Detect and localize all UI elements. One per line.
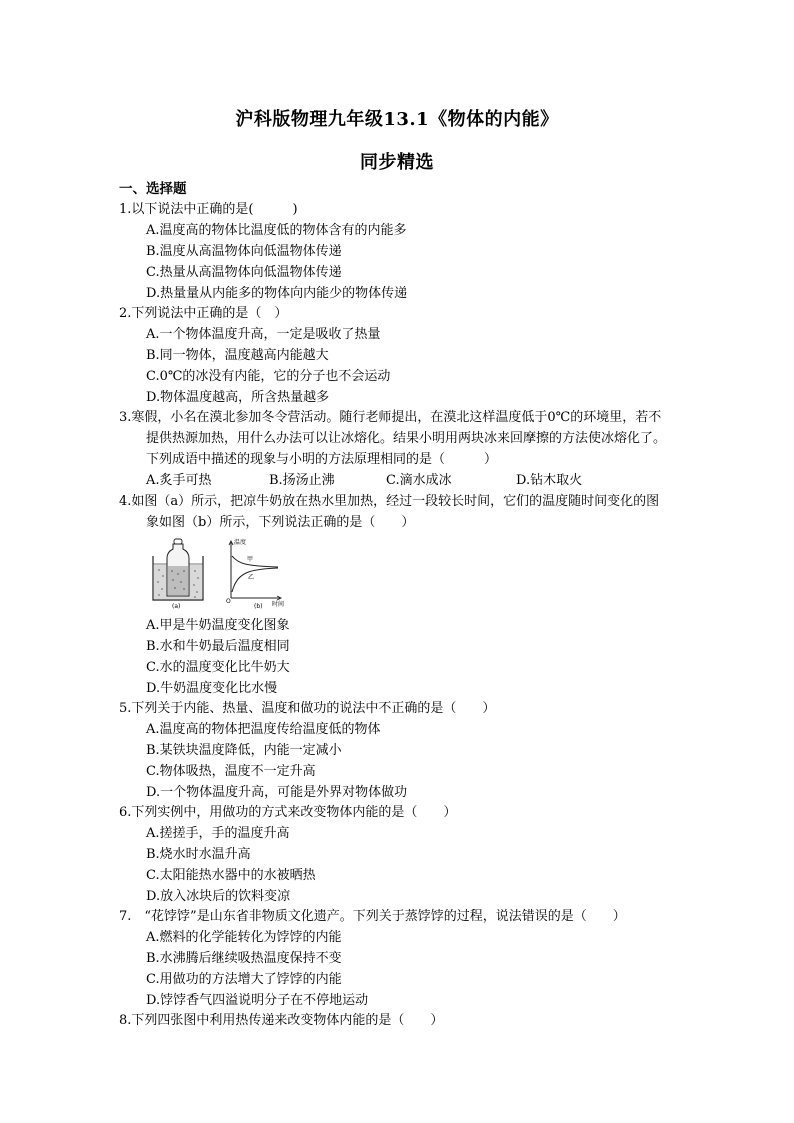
section-heading: 一、选择题	[119, 181, 187, 197]
question-2-stem: 2.下列说法中正确的是（ ）	[119, 306, 288, 321]
document-subtitle: 同步精选	[360, 152, 434, 173]
beaker-diagram	[153, 539, 203, 610]
question-5-option-d: D.一个物体温度升高，可能是外界对物体做功	[146, 785, 408, 800]
question-1-stem: 1.以下说法中正确的是( )	[119, 202, 298, 217]
question-3-stem-line-3: 下列成语中描述的现象与小明的方法原理相同的是（ ）	[146, 452, 498, 467]
question-4-option-d: D.牛奶温度变化比水慢	[146, 681, 278, 696]
question-4-option-b: B.水和牛奶最后温度相同	[146, 639, 290, 654]
document-title: 沪科版物理九年级13.1《物体的内能》	[235, 109, 559, 130]
question-5-stem: 5.下列关于内能、热量、温度和做功的说法中不正确的是（ ）	[119, 701, 496, 716]
question-1-option-a: A.温度高的物体比温度低的物体含有的内能多	[146, 223, 407, 238]
question-6-stem: 6.下列实例中，用做功的方式来改变物体内能的是（ ）	[119, 805, 457, 820]
graph-curve-label-yi: 乙	[248, 574, 255, 581]
question-4-option-a: A.甲是牛奶温度变化图象	[146, 618, 290, 633]
question-4-figure	[151, 536, 291, 610]
question-5-option-b: B.某铁块温度降低，内能一定减小	[146, 743, 342, 758]
temperature-graph	[226, 538, 284, 610]
question-4-stem-line-2: 象如图（b）所示，下列说法正确的是（ ）	[146, 515, 415, 530]
question-6-option-d: D.放入冰块后的饮料变凉	[146, 889, 291, 904]
question-3-options-row	[146, 472, 706, 490]
question-5-option-c: C.物体吸热，温度不一定升高	[146, 764, 316, 779]
question-1-option-c: C.热量从高温物体向低温物体传递	[146, 265, 342, 280]
question-6-option-b: B.烧水时水温升高	[146, 847, 251, 862]
question-4-option-c: C.水的温度变化比牛奶大	[146, 660, 290, 675]
question-6-option-a: A.搓搓手，手的温度升高	[146, 826, 290, 841]
question-3-option-b: B.扬汤止沸	[269, 473, 335, 488]
question-3-option-a: A.炙手可热	[146, 473, 212, 488]
question-6-option-c: C.太阳能热水器中的水被晒热	[146, 868, 316, 883]
question-3-option-c: C.滴水成冰	[386, 473, 452, 488]
graph-ylabel: 温度	[234, 539, 247, 546]
figure-label-a: (a)	[172, 603, 181, 610]
question-8-stem: 8.下列四张图中利用热传递来改变物体内能的是（ ）	[119, 1013, 444, 1028]
question-1-option-d: D.热量量从内能多的物体向内能少的物体传递	[146, 286, 408, 301]
question-2-option-d: D.物体温度越高，所含热量越多	[146, 390, 330, 405]
graph-xlabel: 时间	[272, 601, 285, 608]
question-2-option-a: A.一个物体温度升高，一定是吸收了热量	[146, 327, 381, 342]
question-7-option-a: A.燃料的化学能转化为饽饽的内能	[146, 930, 342, 945]
figure-label-b: (b)	[254, 603, 263, 610]
question-4-stem-line-1: 4.如图（a）所示，把凉牛奶放在热水里加热，经过一段较长时间，它们的温度随时间变化的图	[119, 494, 660, 509]
question-2-option-c: C.0℃的冰没有内能，它的分子也不会运动	[146, 369, 391, 384]
question-7-option-b: B.水沸腾后继续吸热温度保持不变	[146, 951, 342, 966]
graph-curve-label-jia: 甲	[247, 556, 254, 563]
question-5-option-a: A.温度高的物体把温度传给温度低的物体	[146, 722, 381, 737]
question-3-option-d: D.钻木取火	[516, 473, 583, 488]
question-1-option-b: B.温度从高温物体向低温物体传递	[146, 244, 342, 259]
question-7-stem: 7. “花饽饽”是山东省非物质文化遗产。下列关于蒸饽饽的过程，说法错误的是（ ）	[119, 909, 626, 924]
question-3-stem-line-1: 3.寒假，小名在漠北参加冬令营活动。随行老师提出，在漠北这样温度低于0℃的环境里，若不	[119, 410, 662, 425]
graph-origin: O	[226, 598, 231, 605]
question-3-stem-line-2: 提供热源加热，用什么办法可以让冰熔化。结果小明用两块冰来回摩擦的方法使冰熔化了。	[146, 431, 667, 446]
question-7-option-c: C.用做功的方法增大了饽饽的内能	[146, 972, 342, 987]
question-2-option-b: B.同一物体，温度越高内能越大	[146, 348, 329, 363]
question-7-option-d: D.饽饽香气四溢说明分子在不停地运动	[146, 993, 369, 1008]
